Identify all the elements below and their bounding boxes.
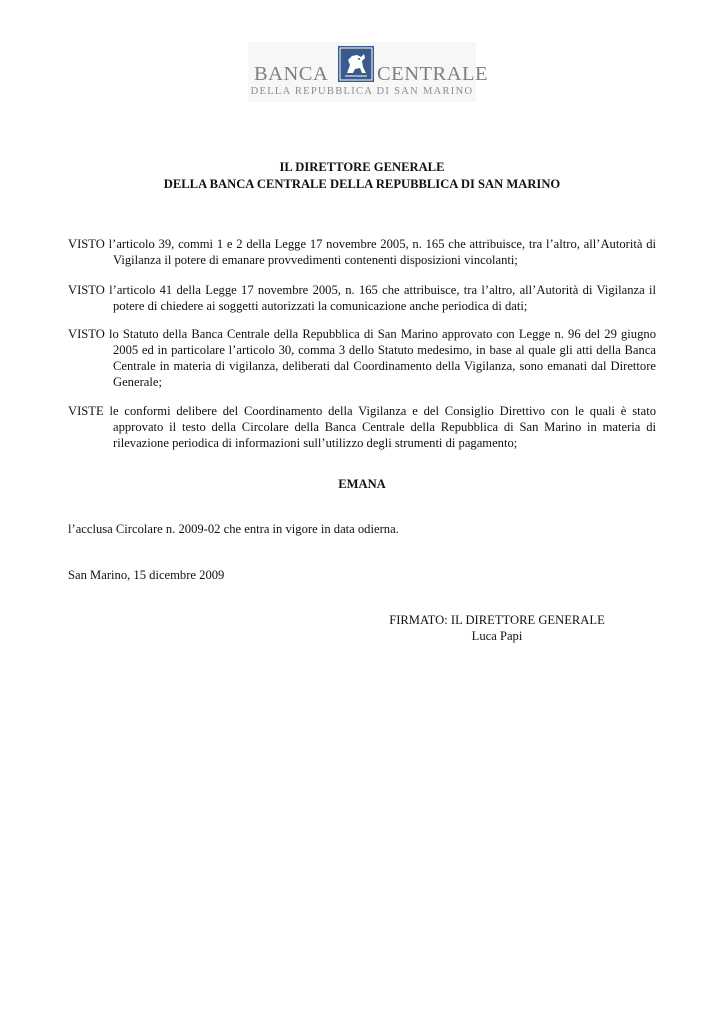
lion-crest-icon [337, 45, 375, 83]
signature-name: Luca Papi [471, 629, 523, 643]
signature-title: FIRMATO: IL DIRETTORE GENERALE [389, 613, 605, 627]
heading-line-2: DELLA BANCA CENTRALE DELLA REPUBBLICA DI SAN MARINO [163, 177, 561, 191]
place-date: San Marino, 15 dicembre 2009 [68, 568, 225, 582]
recital-3: VISTO lo Statuto della Banca Centrale della Repubblica di San Marino approvato con Legge n. 96 del 29 giugno 2005 ed in particolare l’articolo 30, comma 3 dello Statuto medesimo, in base al quale gli atti della Banca Centrale in materia di vigilanza, deliberati dal Coordinamento della Vigilanza, sono emanati dal Direttore Generale; [68, 327, 656, 389]
letterhead-logo [248, 42, 489, 102]
recital-1: VISTO l’articolo 39, commi 1 e 2 della Legge 17 novembre 2005, n. 165 che attribuisce, tra l’altro, all’Autorità di Vigilanza il potere di emanare provvedimenti contenenti disposizioni vincolanti; [68, 237, 656, 267]
logo-name-left: BANCA [254, 63, 329, 85]
body-text: l’acclusa Circolare n. 2009-02 che entra in vigore in data odierna. [68, 522, 399, 536]
logo-subtitle: DELLA REPUBBLICA DI SAN MARINO [250, 86, 474, 97]
heading-line-1: IL DIRETTORE GENERALE [279, 160, 445, 174]
signature-block [381, 612, 613, 644]
recital-2: VISTO l’articolo 41 della Legge 17 novembre 2005, n. 165 che attribuisce, tra l’altro, all’Autorità di Vigilanza il potere di chiedere ai soggetti autorizzati la comunicazione anche periodica di dati; [68, 283, 656, 313]
logo-name-right: CENTRALE [377, 63, 489, 85]
document-heading [0, 159, 724, 193]
recital-4: VISTE le conformi delibere del Coordinamento della Vigilanza e del Consiglio Direttivo con le quali è stato approvato il testo della Circolare della Banca Centrale della Repubblica di San Marino in materia di rilevazione periodica di informazioni sull’utilizzo degli strumenti di pagamento; [68, 404, 656, 450]
emana-heading: EMANA [338, 477, 386, 491]
